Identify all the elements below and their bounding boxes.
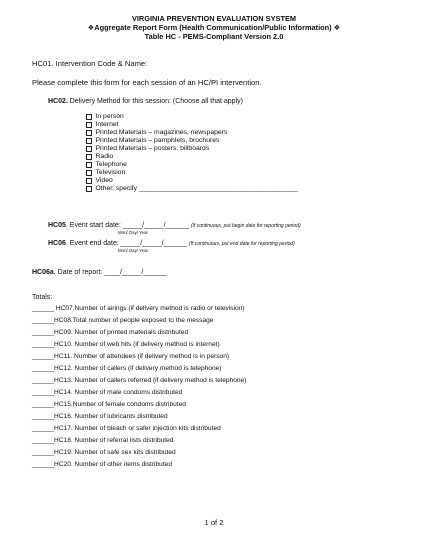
hc06-event-end-date[interactable] — [48, 239, 295, 249]
total-item-hc12[interactable]: ______HC12. Number of callers (if delivery method is telephone) — [32, 365, 222, 372]
checkbox[interactable] — [86, 154, 92, 160]
hc05-label: . Event start date: _____/_____/______ — [65, 222, 189, 229]
checkbox[interactable] — [86, 162, 92, 168]
option-printed-posters[interactable] — [86, 145, 209, 153]
total-item-hc11[interactable]: ______HC11. Number of attendees (if delivery method is in person) — [32, 353, 230, 360]
total-item-hc09[interactable]: ______HC09. Number of printed materials distributed — [32, 329, 189, 336]
option-internet[interactable] — [86, 121, 119, 129]
total-item-hc20[interactable]: ______HC20. Number of other items distributed — [32, 461, 173, 468]
option-label: Printed Materials – posters, billboards — [95, 145, 210, 152]
option-label: Other, specify __________________________________________ — [95, 185, 298, 192]
checkbox[interactable] — [86, 186, 92, 192]
option-video[interactable] — [86, 177, 113, 185]
option-label: Telephone — [95, 161, 127, 168]
checkbox[interactable] — [86, 122, 92, 128]
option-in-person[interactable] — [86, 113, 124, 121]
checkbox[interactable] — [86, 170, 92, 176]
hc06-note: (If continuous, put end date for reporting period) — [188, 241, 295, 247]
checkbox[interactable] — [86, 146, 92, 152]
total-item-hc18[interactable]: ______HC18. Number of referral lists distributed — [32, 437, 174, 444]
total-item-hc17[interactable]: ______HC17. Number of bleach or safer injection kits distributed — [32, 425, 221, 432]
checkbox[interactable] — [86, 138, 92, 144]
hc05-code: HC05 — [48, 222, 66, 229]
option-television[interactable] — [86, 169, 125, 177]
option-label: Internet — [95, 121, 119, 128]
totals-label: Totals: — [32, 294, 53, 301]
option-label: Video — [95, 177, 113, 184]
total-item-hc14[interactable]: ______HC14. Number of male condoms distributed — [32, 389, 183, 396]
checkbox[interactable] — [86, 130, 92, 136]
option-telephone[interactable] — [86, 161, 127, 169]
total-item-hc13[interactable]: ______HC13. Number of callers referred (if delivery method is telephone) — [32, 377, 247, 384]
checkbox[interactable] — [86, 178, 92, 184]
option-label: Printed Materials – pamphlets, brochures — [95, 137, 220, 144]
option-label: In person — [95, 113, 124, 120]
hc05-note: (If continuous, put begin date for reporting period) — [190, 223, 301, 229]
hc06a-code: HC06a — [32, 269, 54, 276]
checkbox[interactable] — [86, 114, 92, 120]
instructions-text: Please complete this form for each session of an HC/PI intervention. — [32, 78, 262, 87]
hc06a-date-of-report[interactable] — [32, 268, 167, 277]
hc02-label: Delivery Method for this session: (Choose all that apply) — [69, 98, 243, 105]
total-item-hc16[interactable]: ______HC16. Number of lubricants distributed — [32, 413, 168, 420]
option-label: Television — [95, 169, 126, 176]
hc06a-label: . Date of report: ____/_____/______ — [53, 269, 167, 276]
option-label: Radio — [95, 153, 114, 160]
total-item-hc08[interactable]: ______HC08.Total number of people exposed to the message — [32, 317, 214, 324]
total-item-hc15[interactable]: ______HC15.Number of female condoms distributed — [32, 401, 186, 408]
form-title: VIRGINIA PREVENTION EVALUATION SYSTEM — [131, 14, 297, 23]
form-subtitle: ❖Aggregate Report Form (Health Communication/Public Information) ❖ — [87, 23, 341, 32]
hc06-label: . Event end date: _____/_____/______ — [65, 240, 187, 247]
hc02-question — [48, 97, 243, 106]
total-item-hc19[interactable]: ______HC19. Number of safe sex kits distributed — [32, 449, 176, 456]
hc02-code: HC02. — [48, 98, 68, 105]
hc06-code: HC06 — [48, 240, 66, 247]
option-other[interactable] — [86, 185, 298, 193]
hc05-date-format: Mon/ Day/ Year — [118, 230, 149, 235]
option-radio[interactable] — [86, 153, 113, 161]
total-item-hc07[interactable]: ______ HC07.Number of airings (if delivery method is radio or television) — [32, 305, 245, 312]
option-printed-magazines[interactable] — [86, 129, 227, 137]
option-label: Printed Materials – magazines, newspapers — [95, 129, 228, 136]
option-printed-pamphlets[interactable] — [86, 137, 219, 145]
total-item-hc10[interactable]: ______HC10. Number of web hits (if delivery method is internet) — [32, 341, 220, 348]
page-number: 1 of 2 — [204, 518, 224, 527]
form-table-title: Table HC - PEMS-Compliant Version 2.0 — [144, 32, 284, 41]
hc06-date-format: Mon/ Day/ Year — [118, 248, 149, 253]
hc01-intervention-code[interactable]: HC01. Intervention Code & Name: — [32, 59, 148, 68]
hc05-event-start-date[interactable] — [48, 221, 301, 231]
